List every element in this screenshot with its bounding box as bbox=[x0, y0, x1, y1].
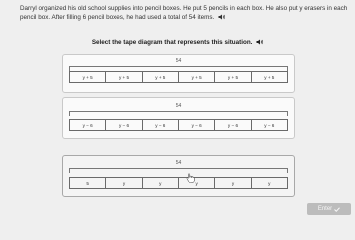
tape-bracket bbox=[69, 168, 288, 173]
tape-cell: y + 5 bbox=[143, 72, 179, 82]
speaker-icon[interactable] bbox=[256, 39, 263, 45]
tape-cell: y + 5 bbox=[264, 74, 275, 80]
question-prompt bbox=[0, 39, 355, 46]
checkmark-icon bbox=[334, 207, 340, 212]
tape-cell: y bbox=[215, 178, 251, 188]
tape-cell: y bbox=[106, 178, 142, 188]
tape-diagram bbox=[69, 71, 288, 83]
tape-cell: y bbox=[143, 178, 179, 188]
tape-diagram bbox=[69, 119, 288, 131]
tape-cell: y bbox=[268, 180, 271, 186]
hand-pointer-icon bbox=[186, 173, 195, 183]
tape-diagram bbox=[69, 177, 288, 189]
tape-cell: y − 6 bbox=[70, 120, 106, 130]
tape-total-label: 54 bbox=[175, 103, 182, 109]
tape-cell: y + 5 bbox=[179, 72, 215, 82]
answer-option-a[interactable] bbox=[62, 54, 295, 93]
tape-cell: y − 6 bbox=[215, 120, 251, 130]
tape-cell: y + 5 bbox=[70, 72, 106, 82]
tape-cell: y − 6 bbox=[179, 120, 215, 130]
tape-bracket bbox=[69, 111, 288, 116]
tape-cell: 5 bbox=[70, 178, 106, 188]
tape-cell: y − 6 bbox=[143, 120, 179, 130]
tape-total-label: 54 bbox=[175, 160, 182, 166]
speaker-icon[interactable] bbox=[218, 14, 225, 20]
prompt-text: Select the tape diagram that represents this situation. bbox=[91, 39, 253, 46]
problem-text: Darryl organized his old school supplies into pencil boxes. He put 5 pencils in each box. He also put y erasers in each pencil box. After filling 6 pencil boxes, he had used a total of 54 items. bbox=[20, 5, 348, 21]
tape-cell: y − 6 bbox=[106, 120, 142, 130]
problem-text-block bbox=[20, 4, 350, 22]
enter-button-label: Enter bbox=[317, 206, 333, 212]
tape-cell: y − 6 bbox=[264, 122, 275, 128]
tape-cell: y bbox=[179, 178, 215, 188]
tape-cell: y + 5 bbox=[106, 72, 142, 82]
enter-button[interactable] bbox=[307, 203, 351, 215]
answer-option-b[interactable] bbox=[62, 97, 295, 139]
tape-cell: y + 5 bbox=[215, 72, 251, 82]
tape-total-label: 54 bbox=[175, 58, 182, 64]
answer-option-c[interactable] bbox=[62, 155, 295, 197]
